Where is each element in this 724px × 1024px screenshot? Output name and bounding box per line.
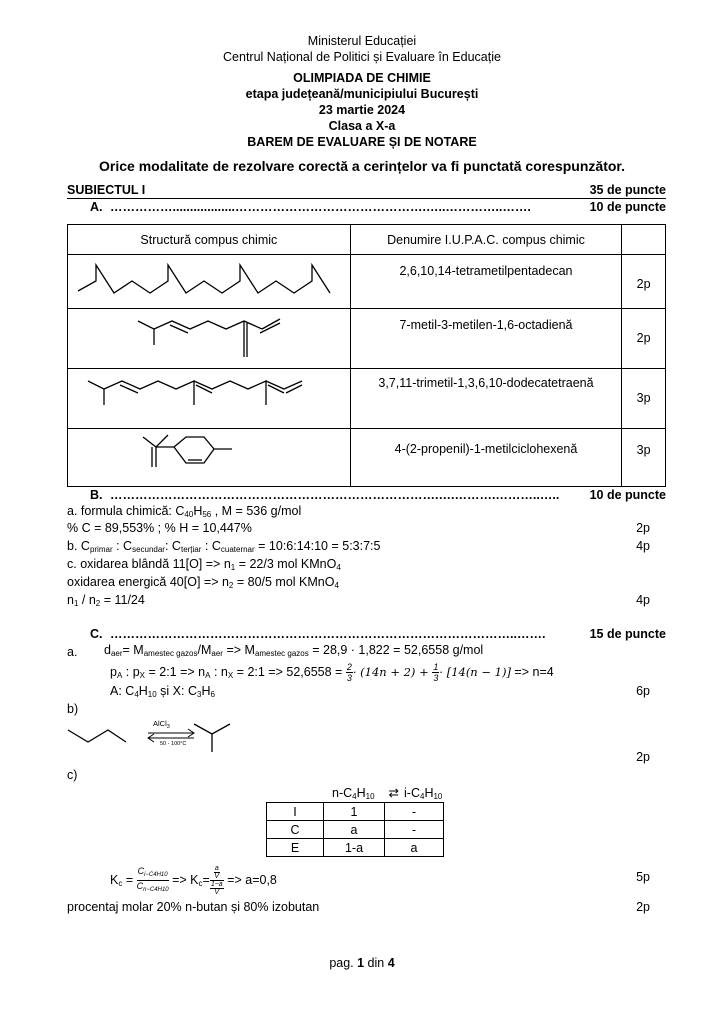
temperature-label: 50 - 100°C <box>160 741 187 747</box>
b-carbon-ratio: b. $C_{primar}$ : $C_{secundar}$: $C_{terțiar}$ : $C_{cuaternar}$ = 10:6:14:10 = 5:3:7:5 <box>67 539 381 554</box>
part-a-label: A. <box>90 200 103 214</box>
c-density: $d_{aer}= M_{amestec gazos}/M_{aer} => M_{amestec gazos} = 28,9 \cdot 1,822 = 52,6558$ g/mol <box>104 643 484 658</box>
c-a-label: a. <box>67 645 78 659</box>
part-b-dots: …………………………………………………………………….….……….………..….. <box>110 488 560 502</box>
ice-row: C a - <box>267 821 444 839</box>
catalyst-label: AlCl$_3$ <box>153 719 170 730</box>
kc-value-fraction: $\frac{\frac{a}{V}}{\frac{1-a}{V}}$ <box>210 865 223 896</box>
structure-3 <box>68 369 351 429</box>
structure-2 <box>68 309 351 369</box>
subject-underline <box>67 198 666 199</box>
olympiad-title: OLIMPIADA DE CHIMIE <box>293 71 431 85</box>
kc-expression: $K_c$ = $\frac{C_{i-C4H10}}{C_{n-C4H10}}$ => $K_c=$ $\frac{\frac{a}{V}}{\frac{1-a}{V}}$ => a=0,8 <box>110 865 277 896</box>
isobutane-structure <box>194 724 230 734</box>
equilibrium-equation: $n-C_4H_{10}$ ⇄ $i-C_4H_{10}$ <box>332 786 443 801</box>
n-butane-structure <box>68 730 126 742</box>
molar-percentage: procentaj molar 20% n-butan și 80% izobutan <box>67 900 320 914</box>
skeletal-formula-4 <box>68 429 345 483</box>
part-b-label: B. <box>90 488 103 502</box>
c-points-b: 2p <box>636 750 650 764</box>
page-footer: pag. 1 din 4 <box>329 956 395 970</box>
c-equation: $p_A$ : $p_X$ = 2:1 => $n_A$ : $n_X$ = 2:1 => 52,6558 = $\frac{2}{3}$ · (14n + 2) + $\frac{1}{3}$ · [14(n − 1)] => n=4 <box>110 662 554 683</box>
iupac-name-3: 3,7,11-trimetil-1,3,6,10-dodecatetraenă <box>350 369 622 429</box>
doc-title: BAREM DE EVALUARE ȘI DE NOTARE <box>247 135 477 149</box>
part-b-points: 10 de puncte <box>589 488 666 502</box>
general-note: Orice modalitate de rezolvare corectă a cerințelor va fi punctată corespunzător. <box>99 158 625 174</box>
b-energetic-oxidation: oxidarea energică $40[O] => n_2 = 80/5$ mol KMnO$_4$ <box>67 575 339 590</box>
part-a-dots: ……………..................……………………………………….…..…………..……. <box>110 200 531 214</box>
iupac-name-1: 2,6,10,14-tetrametilpentadecan <box>350 255 622 309</box>
ice-row: E 1-a a <box>267 839 444 857</box>
c-b-label: b) <box>67 702 79 716</box>
c-c-label: c) <box>67 768 78 782</box>
c-points-a: 6p <box>636 684 650 698</box>
iupac-name-4: 4-(2-propenil)-1-metilciclohexenă <box>350 429 622 487</box>
kc-fraction: $\frac{C_{i-C4H10}}{C_{n-C4H10}}$ <box>136 866 169 893</box>
skeletal-formula-3 <box>68 369 345 425</box>
equilibrium-arrow: ⇄ <box>388 786 400 800</box>
c-points-d: 2p <box>636 900 650 914</box>
col-iupac: Denumire I.U.P.A.C. compus chimic <box>350 225 622 255</box>
subject-title: SUBIECTUL I <box>67 183 146 197</box>
part-a-table <box>67 224 666 487</box>
stage: etapa județeană/municipiului București <box>245 87 479 101</box>
skeletal-formula-1 <box>68 255 345 305</box>
class: Clasa a X-a <box>328 119 396 133</box>
b-points-2: 4p <box>636 539 650 553</box>
b-points-3: 4p <box>636 593 650 607</box>
points-1: 2p <box>622 255 666 309</box>
points-4: 3p <box>622 429 666 487</box>
c-points-c: 5p <box>636 870 650 884</box>
part-a-points: 10 de puncte <box>589 200 666 214</box>
b-percent: % C = 89,553% ; % H = 10,447% <box>67 521 252 535</box>
part-c-label: C. <box>90 627 103 641</box>
b-points-1: 2p <box>636 521 650 535</box>
part-c-points: 15 de puncte <box>589 627 666 641</box>
ice-row: I 1 - <box>267 803 444 821</box>
structure-4 <box>68 429 351 487</box>
date: 23 martie 2024 <box>318 103 406 117</box>
b-ratio: $n_1 / n_2 = 11/24$ <box>67 593 145 608</box>
c-answer: A: $C_4H_{10}$ și X: $C_3H_6$ <box>110 684 215 699</box>
structure-1 <box>68 255 351 309</box>
national-center: Centrul Național de Politici și Evaluare în Educație <box>223 50 501 64</box>
fraction-1-3: $\frac{1}{3}$ <box>433 662 439 683</box>
skeletal-formula-2 <box>68 309 345 365</box>
b-formula: a. formula chimică: $C_{40}H_{56}$ , M = 536 g/mol <box>67 504 302 519</box>
subject-points: 35 de puncte <box>589 183 666 197</box>
col-structure: Structură compus chimic <box>68 225 351 255</box>
fraction-2-3: $\frac{2}{3}$ <box>346 662 352 683</box>
points-3: 3p <box>622 369 666 429</box>
ice-table <box>266 802 444 857</box>
points-2: 2p <box>622 309 666 369</box>
part-c-dots: ……………………………………………………………………………………..……. <box>110 627 546 641</box>
iupac-name-2: 7-metil-3-metilen-1,6-octadienă <box>350 309 622 369</box>
b-mild-oxidation: c. oxidarea blândă $11[O] => n_1 = 22/3$ mol KMnO$_4$ <box>67 557 341 572</box>
ministry: Ministerul Educației <box>307 34 417 48</box>
